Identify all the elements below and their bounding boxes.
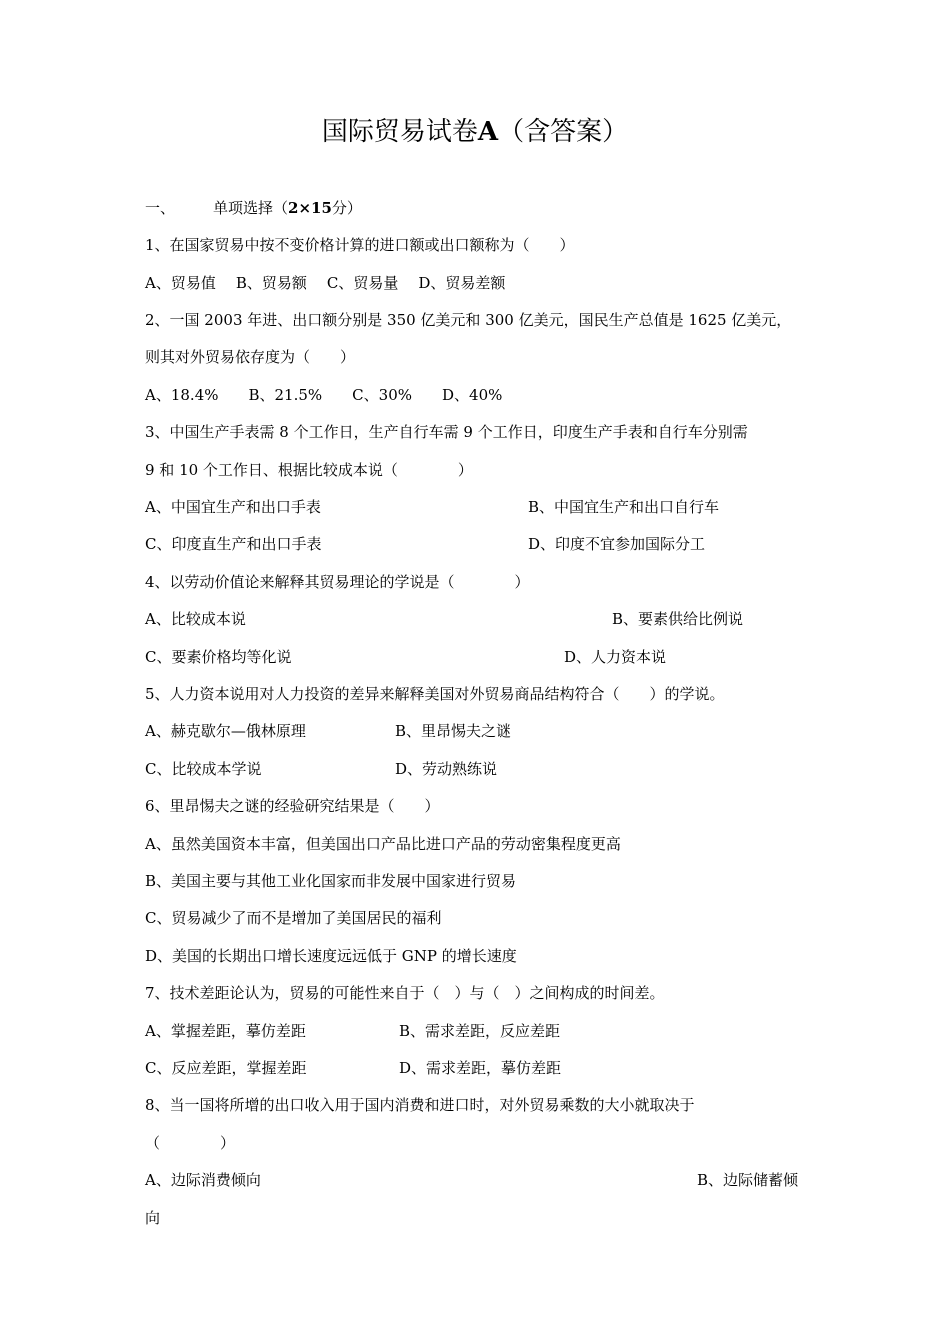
option-d: D、人力资本说	[564, 648, 667, 666]
question-4-options-row-1	[145, 608, 744, 630]
title-bold: A	[477, 117, 499, 147]
question-2-options	[145, 384, 502, 406]
question-4-options-row-2	[145, 646, 667, 668]
question-6-option-c: C、贸易减少了而不是增加了美国居民的福利	[145, 909, 442, 927]
option-d: D、印度不宜参加国际分工	[528, 535, 706, 553]
option-c: C、贸易量	[326, 274, 399, 292]
question-2-stem-line-2: 则其对外贸易依存度为（ ）	[145, 348, 356, 366]
option-a: A、边际消费倾向	[145, 1171, 261, 1189]
section-score: 2×15	[288, 199, 332, 217]
option-a: A、18.4%	[145, 386, 219, 404]
title-tail: （含答案）	[498, 117, 629, 147]
section-score-tail: 分）	[331, 199, 362, 217]
section-number: 一、	[145, 199, 176, 217]
option-a: A、赫克歇尔—俄林原理	[145, 722, 306, 740]
question-3-stem-line-2: 9 和 10 个工作日、根据比较成本说（ ）	[145, 461, 473, 479]
question-6-stem: 6、里昂惕夫之谜的经验研究结果是（ ）	[145, 797, 440, 815]
option-c: C、比较成本学说	[145, 760, 262, 778]
option-b: B、里昂惕夫之谜	[395, 722, 512, 740]
option-b: B、边际储蓄倾	[697, 1171, 799, 1189]
option-c: C、反应差距，掌握差距	[145, 1059, 307, 1077]
question-5-stem: 5、人力资本说用对人力投资的差异来解释美国对外贸易商品结构符合（ ）的学说。	[145, 685, 725, 703]
question-1-options	[145, 272, 505, 294]
option-d: D、贸易差额	[418, 274, 506, 292]
question-8-stem-line-1: 8、当一国将所增的出口收入用于国内消费和进口时，对外贸易乘数的大小就取决于	[145, 1096, 695, 1114]
option-a: A、贸易值	[145, 274, 216, 292]
option-b: B、中国宜生产和出口自行车	[528, 498, 720, 516]
question-8-option-b-wrap: 向	[145, 1209, 161, 1227]
question-7-stem: 7、技术差距论认为，贸易的可能性来自于（ ）与（ ）之间构成的时间差。	[145, 984, 665, 1002]
question-4-stem: 4、以劳动价值论来解释其贸易理论的学说是（ ）	[145, 573, 530, 591]
section-heading	[145, 197, 362, 219]
option-a: A、中国宜生产和出口手表	[145, 498, 321, 516]
question-5-options-row-1	[145, 720, 512, 742]
option-d: D、劳动熟练说	[395, 760, 498, 778]
option-b: B、要素供给比例说	[612, 610, 744, 628]
question-6-option-a: A、虽然美国资本丰富，但美国出口产品比进口产品的劳动密集程度更高	[145, 835, 621, 853]
option-b: B、需求差距，反应差距	[399, 1022, 561, 1040]
option-b: B、贸易额	[235, 274, 307, 292]
option-c: C、要素价格均等化说	[145, 648, 292, 666]
question-3-stem-line-1: 3、中国生产手表需 8 个工作日，生产自行车需 9 个工作日，印度生产手表和自行车分别需	[145, 423, 748, 441]
question-6-option-b: B、美国主要与其他工业化国家而非发展中国家进行贸易	[145, 872, 517, 890]
section-title: 单项选择（	[213, 199, 289, 217]
question-8-options-row-1	[145, 1169, 799, 1191]
option-a: A、掌握差距，摹仿差距	[145, 1022, 306, 1040]
question-1-stem: 1、在国家贸易中按不变价格计算的进口额或出口额称为（ ）	[145, 236, 575, 254]
question-7-options-row-2	[145, 1057, 562, 1079]
document-title	[0, 112, 950, 152]
option-b: B、21.5%	[248, 386, 323, 404]
option-d: D、40%	[442, 386, 503, 404]
question-3-options-row-1	[145, 496, 720, 518]
question-8-stem-line-2: （ ）	[145, 1134, 236, 1152]
question-6-option-d: D、美国的长期出口增长速度远远低于 GNP 的增长速度	[145, 947, 517, 965]
question-3-options-row-2	[145, 533, 706, 555]
option-a: A、比较成本说	[145, 610, 246, 628]
option-c: C、印度直生产和出口手表	[145, 535, 322, 553]
title-main: 国际贸易试卷	[321, 117, 478, 147]
option-d: D、需求差距，摹仿差距	[399, 1059, 562, 1077]
option-c: C、30%	[352, 386, 412, 404]
question-5-options-row-2	[145, 758, 498, 780]
question-7-options-row-1	[145, 1020, 561, 1042]
question-2-stem-line-1: 2、一国 2003 年进、出口额分别是 350 亿美元和 300 亿美元，国民生产总值是 1625 亿美元，	[145, 311, 792, 329]
